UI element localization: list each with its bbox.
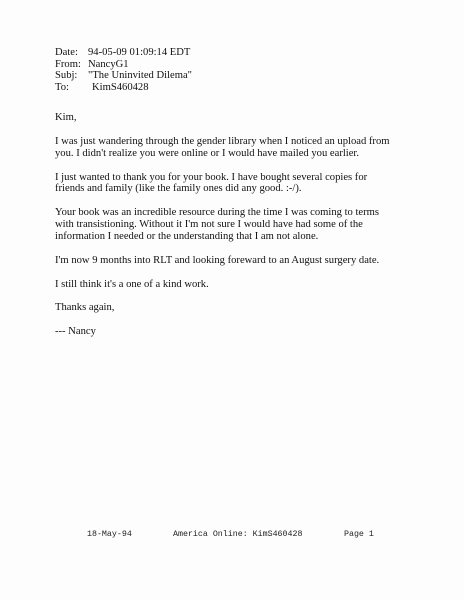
date-label: Date: (55, 47, 78, 58)
paragraph-line: friends and family (like the family ones did any good. :-/). (55, 183, 302, 195)
greeting: Kim, (55, 112, 77, 123)
paragraph-4: I'm now 9 months into RLT and looking foreward to an August surgery date. (55, 254, 380, 266)
from-value: NancyG1 (88, 58, 129, 70)
subject-value: "The Uninvited Dilema" (88, 70, 192, 82)
subject-label: Subj: (55, 70, 78, 82)
paragraph-line: information I needed or the understanding that I am not alone. (55, 231, 319, 243)
date-row (55, 47, 192, 59)
paragraph-line: I was just wandering through the gender library when I noticed an upload from (55, 135, 390, 147)
paragraph-line: with transistioning. Without it I'm not sure I would have had some of the (55, 219, 363, 231)
email-body (55, 112, 435, 350)
paragraph-line: I just wanted to thank you for your book. I have bought several copies for (55, 171, 368, 183)
date-value: 94-05-09 01:09:14 EDT (88, 47, 191, 58)
subject-row (55, 70, 192, 82)
paragraph-5: I still think it's a one of a kind work. (55, 278, 209, 290)
from-label: From: (55, 58, 81, 70)
footer-date: 18-May-94 (87, 530, 132, 539)
from-row (55, 59, 192, 71)
to-row (55, 82, 192, 94)
footer-page-number: Page 1 (344, 530, 374, 539)
to-value: KimS460428 (92, 81, 149, 93)
paragraph-line: Your book was an incredible resource during the time I was coming to terms (55, 207, 380, 219)
paragraph-3 (55, 207, 435, 243)
footer-service: America Online: KimS460428 (173, 530, 303, 539)
email-header (55, 47, 192, 93)
paragraph-1 (55, 136, 435, 160)
page-footer (0, 529, 464, 541)
signature: --- Nancy (55, 326, 96, 338)
paragraph-line: you. I didn't realize you were online or I would have mailed you earlier. (55, 147, 360, 159)
paragraph-2 (55, 172, 435, 196)
to-label: To: (55, 81, 69, 93)
closing: Thanks again, (55, 302, 115, 314)
